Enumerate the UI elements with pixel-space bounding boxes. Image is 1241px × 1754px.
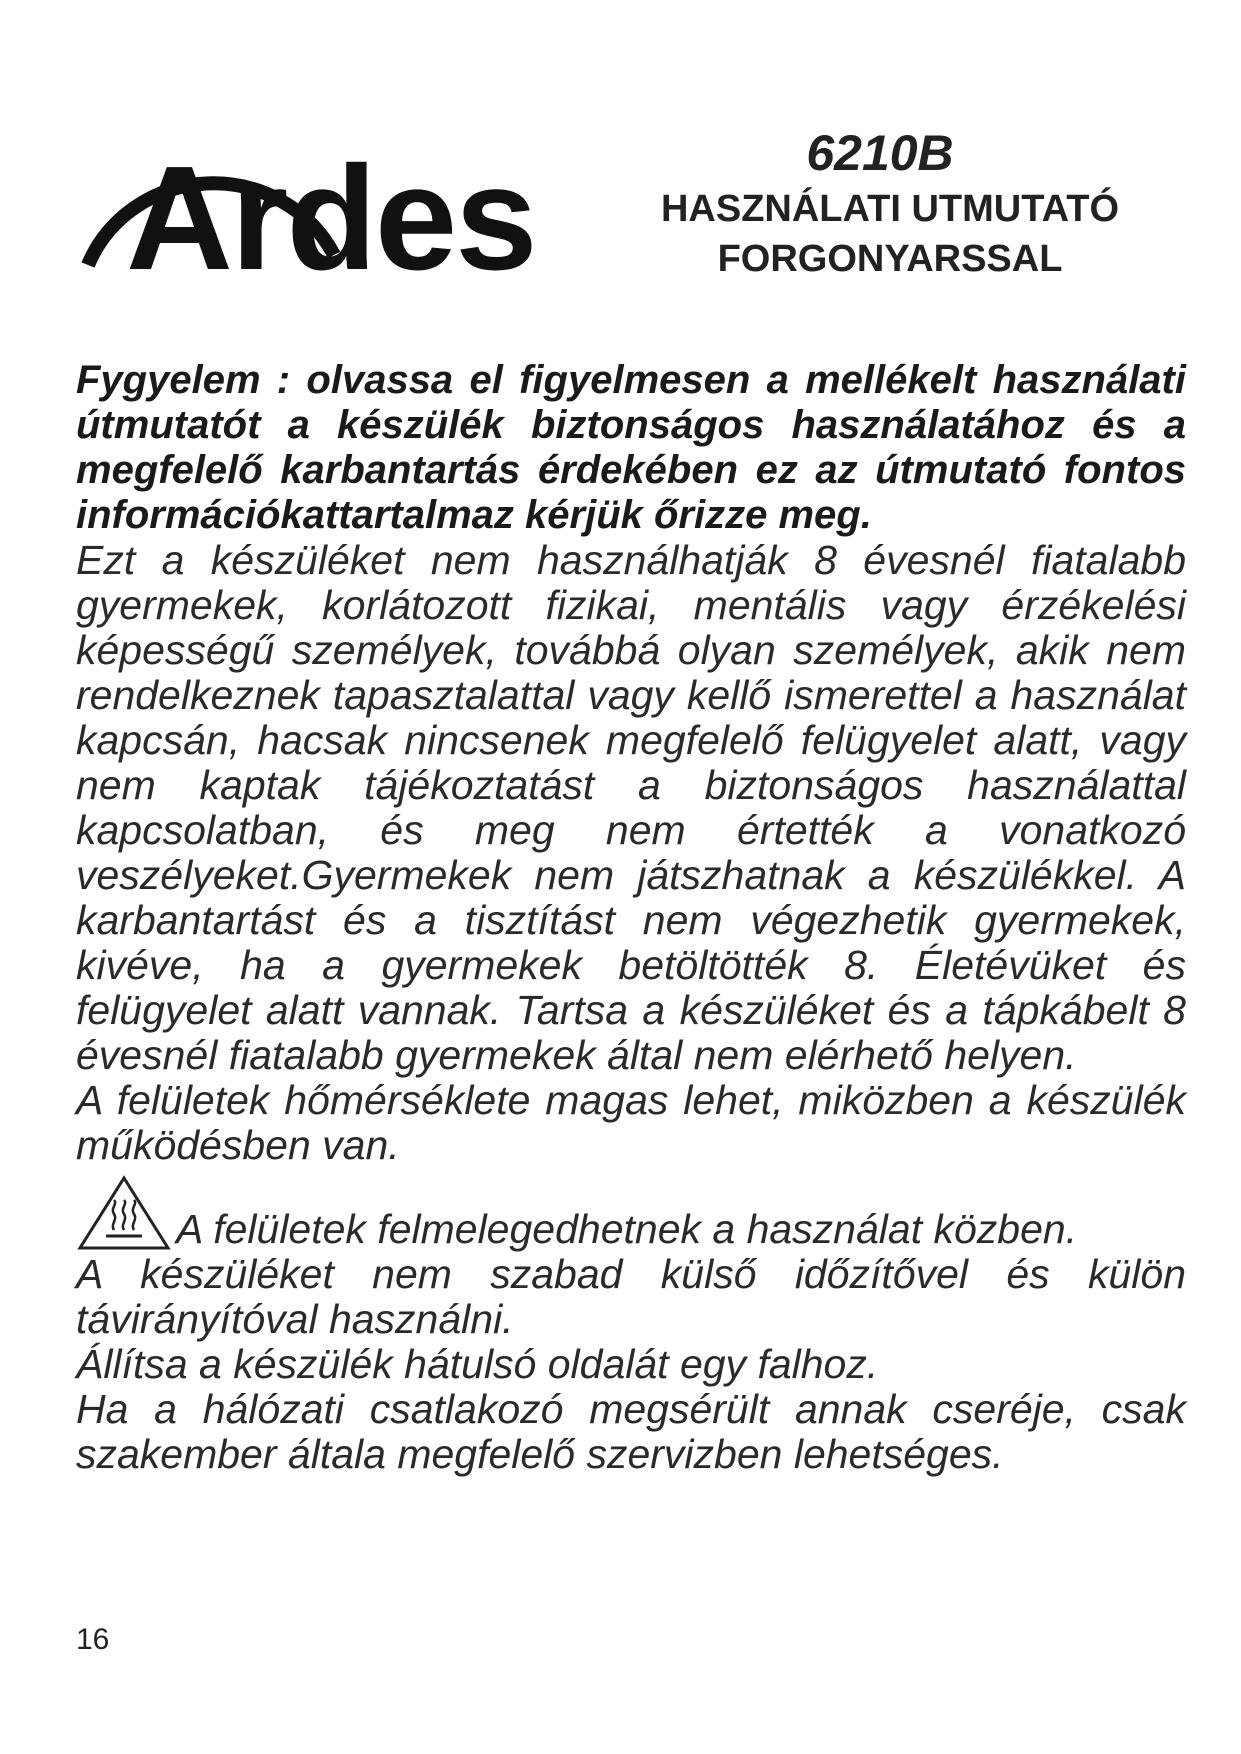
children-safety-paragraph: Ezt a készüléket nem használhatják 8 évesnél fiatalabb gyermekek, korlátozott fizikai, mentális vagy érzékelési képességű személyek, továbbá olyan személyek, akik nem rendelkeznek tapasztalattal vagy kellő ismerettel a használat kapcsán, hacsak nincsenek megfelelő felügyelet alatt, vagy nem kaptak tájékoztatást a biztonságos használattal kapcsolatban, és meg nem értették a vonatkozó veszélyeket.Gyermekek nem játszhatnak a készülékkel. A karbantartást és a tisztítást nem végezhetik gyermekek, kivéve, ha a gyermekek betöltötték 8. Életévüket és felügyelet alatt vannak. Tartsa a készüléket és a tápkábelt 8 évesnél fiatalabb gyermekek által nem elérhető helyen.	[76, 537, 1186, 1078]
page-number: 16	[76, 1623, 110, 1656]
hot-surface-warning-icon	[76, 1174, 172, 1252]
brand-name: Ardes	[126, 136, 536, 301]
manual-subtitle: FORGONYARSSAL	[717, 238, 1063, 280]
manual-content	[76, 358, 1186, 1477]
timer-paragraph: A készüléket nem szabad külső időzítővel és külön távirányítóval használni.	[76, 1251, 1186, 1342]
surface-temperature-paragraph: A felületek hőmérséklete magas lehet, miközben a készülék működésben van.	[76, 1077, 1186, 1168]
wall-placement-paragraph: Állítsa a készülék hátulsó oldalát egy falhoz.	[76, 1341, 879, 1387]
model-number: 6210B	[806, 125, 954, 181]
hot-surface-paragraph: A felületek felmelegedhetnek a használat közben.	[176, 1206, 1078, 1252]
manual-title: HASZNÁLATI UTMUTATÓ	[660, 188, 1120, 230]
ardes-logo	[76, 95, 566, 315]
attention-warning: Fygyelem : olvassa el figyelmesen a mellékelt használati útmutatót a készülék biztonságos használatához és a megfelelő karbantartás érdekében ez az útmutató fontos információkattartalmaz kérjük őrizze meg.	[76, 358, 1186, 537]
damaged-plug-paragraph: Ha a hálózati csatlakozó megsérült annak cseréje, csak szakember általa megfelelő szervizben lehetséges.	[76, 1386, 1186, 1477]
hot-surface-notice	[76, 1174, 1186, 1252]
